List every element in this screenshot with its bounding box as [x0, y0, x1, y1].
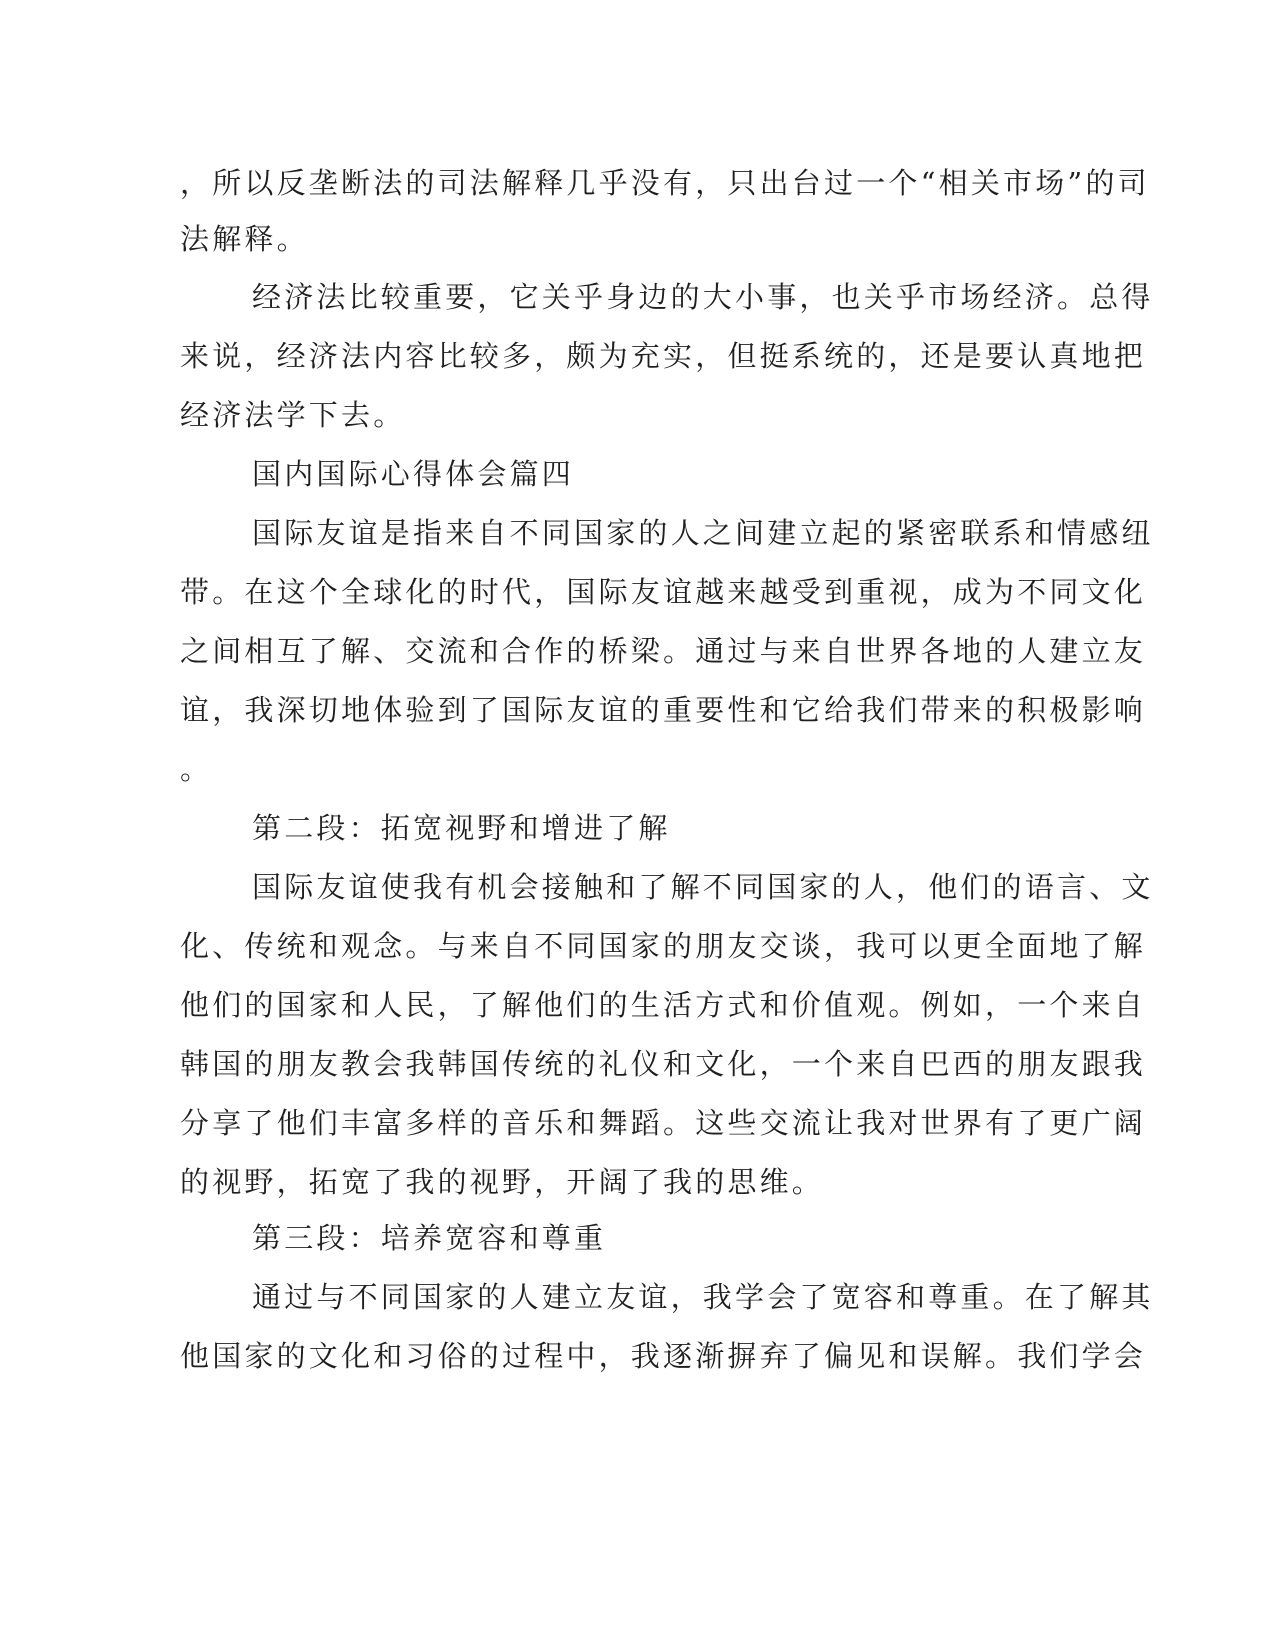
paragraph-start-line: 国际友谊是指来自不同国家的人之间建立起的紧密联系和情感纽 [252, 516, 1154, 550]
text-line: ，所以反垄断法的司法解释几乎没有，只出台过一个“相关市场”的司 [180, 166, 1150, 200]
section-heading: 国内国际心得体会篇四 [252, 457, 575, 491]
text-line: 的视野，拓宽了我的视野，开阔了我的思维。 [180, 1165, 825, 1199]
text-line: 法解释。 [180, 222, 309, 256]
paragraph-start-line: 国际友谊使我有机会接触和了解不同国家的人，他们的语言、文 [252, 870, 1154, 904]
text-line: 分享了他们丰富多样的音乐和舞蹈。这些交流让我对世界有了更广阔 [180, 1106, 1147, 1140]
text-line: 带。在这个全球化的时代，国际友谊越来越受到重视，成为不同文化 [180, 575, 1147, 609]
paragraph-start-line: 经济法比较重要，它关乎身边的大小事，也关乎市场经济。总得 [252, 280, 1154, 314]
text-line: 之间相互了解、交流和合作的桥梁。通过与来自世界各地的人建立友 [180, 634, 1147, 668]
text-line: 他国家的文化和习俗的过程中，我逐渐摒弃了偏见和误解。我们学会 [180, 1339, 1147, 1373]
text-line: 经济法学下去。 [180, 398, 406, 432]
section-heading: 第二段：拓宽视野和增进了解 [252, 811, 671, 845]
text-line: 谊，我深切地体验到了国际友谊的重要性和它给我们带来的积极影响 [180, 693, 1147, 727]
text-line: 他们的国家和人民，了解他们的生活方式和价值观。例如，一个来自 [180, 988, 1147, 1022]
paragraph-start-line: 通过与不同国家的人建立友谊，我学会了宽容和尊重。在了解其 [252, 1280, 1154, 1314]
section-heading: 第三段：培养宽容和尊重 [252, 1221, 607, 1255]
text-line: 韩国的朋友教会我韩国传统的礼仪和文化，一个来自巴西的朋友跟我 [180, 1047, 1147, 1081]
text-line: 来说，经济法内容比较多，颇为充实，但挺系统的，还是要认真地把 [180, 339, 1147, 373]
text-line: 化、传统和观念。与来自不同国家的朋友交谈，我可以更全面地了解 [180, 929, 1147, 963]
text-line: 。 [180, 752, 213, 786]
